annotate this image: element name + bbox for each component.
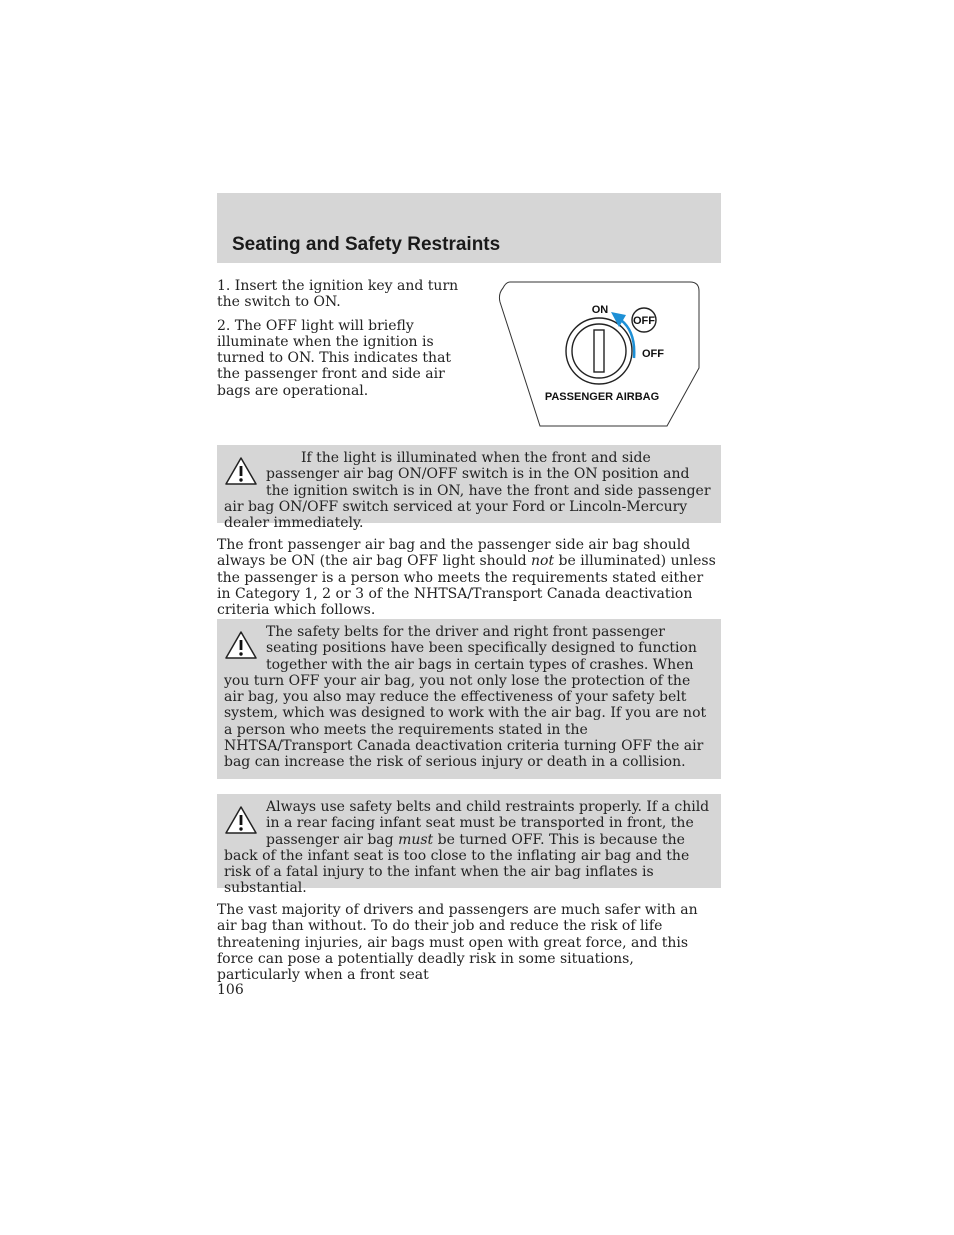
page-number: 106 <box>217 982 244 998</box>
on-label: ON <box>591 304 609 316</box>
warning-triangle-icon <box>224 456 258 486</box>
warning-text-3 <box>224 799 713 897</box>
step-2: 2. The OFF light will briefly illuminate when the ignition is turned to ON. This indicates that the passenger front and side air bags are operational. <box>217 317 452 399</box>
warning-triangle-icon <box>224 630 258 660</box>
passenger-airbag-switch-diagram <box>498 280 702 428</box>
arrow-head-icon <box>611 312 626 327</box>
paragraph-1 <box>217 537 721 618</box>
ignition-dial-outer <box>566 318 632 384</box>
key-slot <box>594 330 604 372</box>
warning-text-3-part: Always use safety belts and child restraints properly. If a child in a rear facing infant seat must be transported in front, the passenger air bag <box>266 799 710 848</box>
off-label: OFF <box>642 348 664 360</box>
warning-text-1: If the light is illuminated when the front and side passenger air bag ON/OFF switch is in the ON position and the ignition switch is in ON, have the front and side passenger air bag ON/OFF switch serviced at your Ford or Lincoln-Mercury dealer immediately. <box>224 450 711 532</box>
warning-box-1 <box>217 445 721 532</box>
paragraph-2: The vast majority of drivers and passengers are much safer with an air bag than without. To do their job and reduce the risk of life threatening injuries, air bags must open with great force, and this force can pose a potentially deadly risk in some situations, particularly when a front seat <box>217 902 698 984</box>
warning-box-3 <box>217 794 721 897</box>
paragraph-1-text-cont: be illuminated) unless the passenger is a person who meets the requirements stated either in Category 1, 2 or 3 of the NHTSA/Transport Canada deactivation criteria which follows. <box>217 553 716 619</box>
paragraph-1-text: The front passenger air bag and the passenger side air bag should always be ON (the air bag OFF light should <box>217 537 691 570</box>
warning-triangle-icon <box>224 805 258 835</box>
paragraph-1-emphasis: not <box>531 553 555 570</box>
section-title: Seating and Safety Restraints <box>232 234 501 255</box>
steps <box>217 278 462 406</box>
ignition-dial-inner <box>572 324 626 378</box>
warning-text-3-part-cont: be turned OFF. This is because the back of the infant seat is too close to the inflating air bag and the risk of a fatal injury to the infant when the air bag inflates is substantial. <box>224 831 690 897</box>
switch-caption: PASSENGER AIRBAG <box>544 391 660 403</box>
off-light-label: OFF <box>633 315 655 327</box>
warning-text-3-emphasis: must <box>398 831 434 848</box>
warning-box-2 <box>217 619 721 779</box>
step-1: 1. Insert the ignition key and turn the switch to ON. <box>217 278 459 311</box>
warning-text-2: The safety belts for the driver and right front passenger seating positions have been specifically designed to function together with the air bags in certain types of crashes. When you turn OFF your air bag, you not only lose the protection of the air bag, you also may reduce the effectiveness of your safety belt system, which was designed to work with the air bag. If you are not a person who meets the requirements stated in the NHTSA/Transport Canada deactivation criteria turning OFF the air bag can increase the risk of serious injury or death in a collision. <box>224 624 707 771</box>
